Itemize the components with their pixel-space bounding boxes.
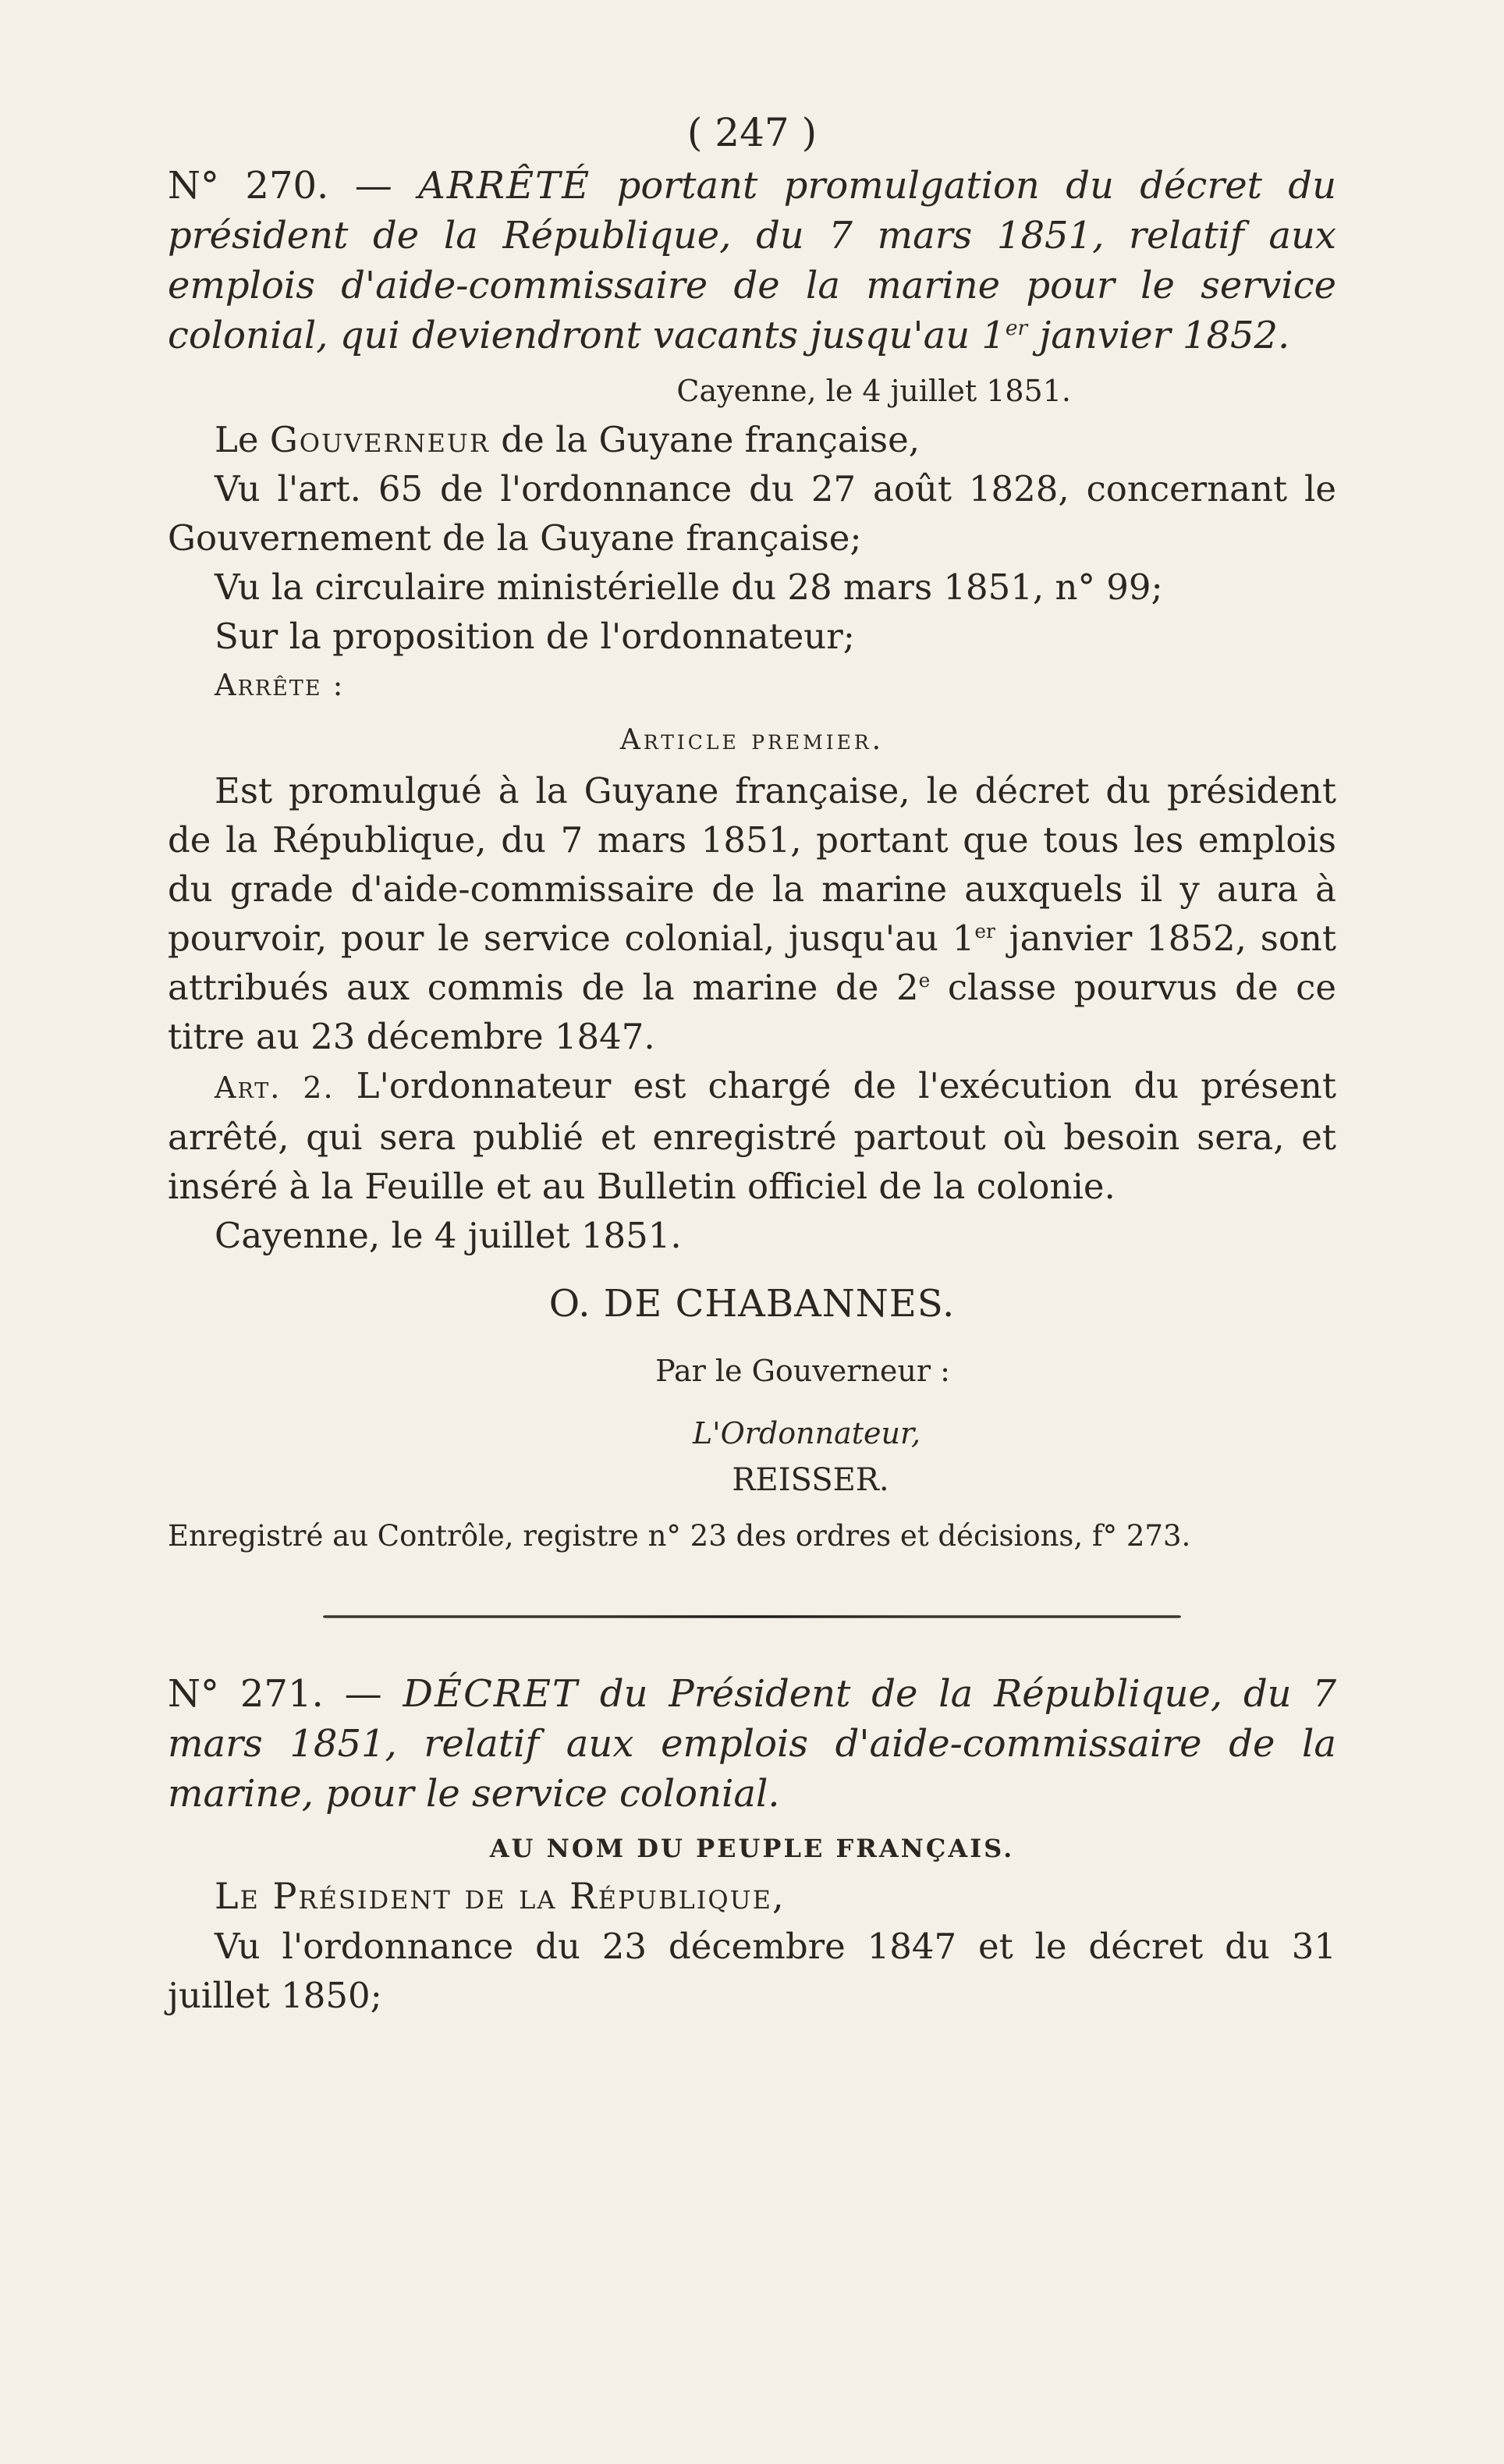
- vu-circulaire: Vu la circulaire ministérielle du 28 mars 1851, n° 99;: [215, 566, 1163, 608]
- article-premier-heading: Article premier.: [619, 724, 885, 756]
- section-divider: [323, 1615, 1181, 1618]
- gouverneur-suffix: de la Guyane française,: [489, 419, 920, 460]
- article-1-sup-2: e: [918, 969, 931, 992]
- gouverneur-prefix: Le: [215, 419, 270, 460]
- article-2-body: L'ordonnateur est chargé de l'exécution du présent arrêté, qui sera publié et enregistré partout où besoin sera, et inséré à la Feuille et au Bulletin officiel de la colonie.: [168, 1065, 1336, 1207]
- entry-270-heading: [168, 161, 1336, 360]
- entry-271-number: N° 271. —: [168, 1672, 382, 1716]
- entry-270-title-sup: er: [1005, 316, 1028, 340]
- article-1-text-a: Est promulgué à la Guyane française, le décret du président de la République, du 7 mars 1851, portant que tous les emplois du grade d'aide-commissaire de la marine auxquels il y aura à pourvoir, pour le service colonial, jusqu'au 1: [168, 770, 1336, 959]
- sur-proposition: Sur la proposition de l'ordonnateur;: [215, 616, 855, 657]
- gouverneur-title: Gouverneur: [269, 419, 490, 460]
- article-1-text-b: janvier 1852, sont attribués aux commis de la marine de 2: [168, 918, 1336, 1008]
- article-1-sup-1: er: [974, 920, 995, 943]
- entry-270-title-end: janvier 1852.: [1027, 314, 1290, 357]
- entry-270-place-date: Cayenne, le 4 juillet 1851.: [676, 374, 1071, 408]
- signature-chabannes: O. DE CHABANNES.: [548, 1282, 956, 1326]
- gouverneur-line: [168, 415, 1336, 464]
- ordonnateur-title: L'Ordonnateur,: [692, 1416, 921, 1450]
- entry-270-number: N° 270. —: [168, 164, 392, 208]
- arrete-label: Arrête :: [215, 668, 345, 702]
- entry-271-heading: [168, 1669, 1336, 1819]
- article-1-text: [168, 766, 1336, 1061]
- article-2-label: Art. 2.: [215, 1070, 335, 1105]
- entry-271-body: [168, 1870, 1336, 2020]
- entry-270-keyword: ARRÊTÉ: [418, 164, 591, 208]
- president-line: Le Président de la République,: [215, 1875, 786, 1917]
- au-nom-du-peuple: AU NOM DU PEUPLE FRANÇAIS.: [489, 1834, 1015, 1863]
- entry-270-body: [168, 415, 1336, 1260]
- article-1-text-c: classe pourvus de ce titre au 23 décembre 1847.: [168, 967, 1337, 1057]
- article-2-text: [168, 1061, 1336, 1211]
- entry-271-vu: Vu l'ordonnance du 23 décembre 1847 et le décret du 31 juillet 1850;: [168, 1926, 1336, 2016]
- entry-270-title: portant promulgation du décret du président de la République, du 7 mars 1851, relatif aux emplois d'aide-commissaire de la marine pour le service colonial, qui deviendront vacants jusqu'au 1: [168, 164, 1337, 357]
- entry-271-keyword: DÉCRET: [403, 1672, 579, 1716]
- vu-article-65: Vu l'art. 65 de l'ordonnance du 27 août 1828, concernant le Gouvernement de la Guyane française;: [168, 468, 1336, 559]
- registration-note: Enregistré au Contrôle, registre n° 23 des ordres et décisions, f° 273.: [168, 1519, 1191, 1553]
- page-number: ( 247 ): [686, 110, 818, 155]
- closing-place-date: Cayenne, le 4 juillet 1851.: [215, 1215, 682, 1256]
- par-le-gouverneur: Par le Gouverneur :: [655, 1354, 950, 1388]
- signature-reisser: REISSER.: [732, 1462, 889, 1498]
- entry-271-title: du Président de la République, du 7 mars 1851, relatif aux emplois d'aide-commissaire de la marine, pour le service colonial.: [168, 1672, 1337, 1816]
